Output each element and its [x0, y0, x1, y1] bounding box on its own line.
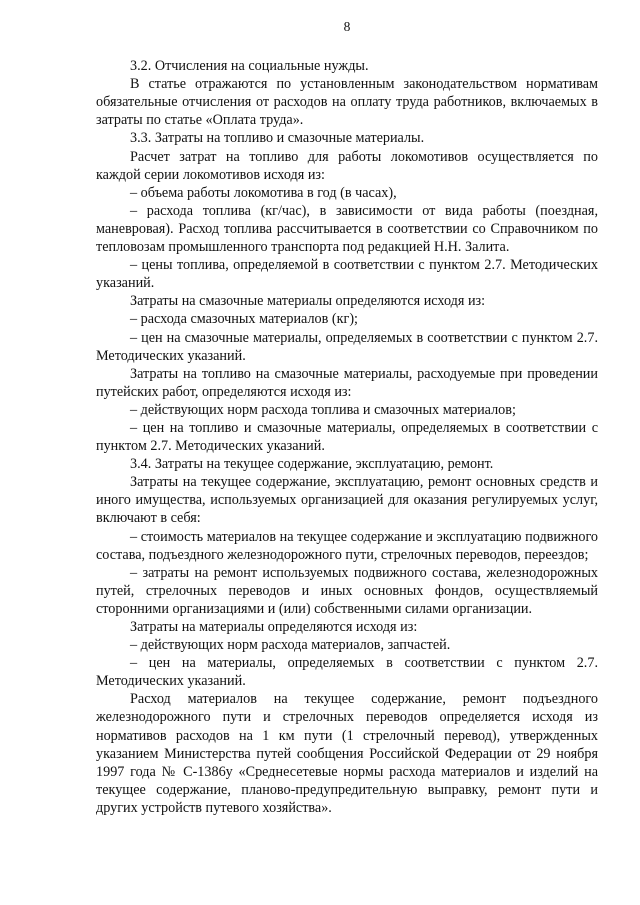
section-heading-3-3: 3.3. Затраты на топливо и смазочные материалы. — [130, 130, 425, 147]
list-item: – расхода смазочных материалов (кг); — [130, 311, 359, 328]
page-number: 8 — [343, 19, 351, 34]
list-item: – объема работы локомотива в год (в часах), — [130, 184, 397, 201]
paragraph: Затраты на топливо на смазочные материалы, расходуемые при проведении путейских работ, определяются исходя из: — [96, 365, 598, 400]
list-item: – действующих норм расхода материалов, запчастей. — [130, 637, 451, 654]
paragraph: Затраты на текущее содержание, эксплуатацию, ремонт основных средств и иного имущества, используемых организацией для оказания регулируемых услуг, включают в себя: — [96, 474, 598, 527]
paragraph: Затраты на материалы определяются исходя из: — [130, 619, 418, 635]
list-item: – цены топлива, определяемой в соответствии с пунктом 2.7. Методических указаний. — [96, 257, 598, 292]
paragraph: Расход материалов на текущее содержание, ремонт подъездного железнодорожного пути и стрелочных переводов определяется исходя из нормативов расходов на 1 км пути (1 стрелочный перевод), утвержденных указанием Министерства путей сообщения Российской Федерации от 29 ноября 1997 года № С-1386у «Среднесетевые нормы расхода материалов и изделий на текущее содержание, планово-предупредительную выправку, ремонт пути и других устройств путевого хозяйства». — [96, 691, 598, 816]
document-body — [96, 57, 598, 817]
list-item: – цен на топливо и смазочные материалы, определяемых в соответствии с пунктом 2.7. Методических указаний. — [96, 419, 598, 455]
list-item: – стоимость материалов на текущее содержание и эксплуатацию подвижного состава, подъездного железнодорожного пути, стрелочных переводов, переездов; — [96, 528, 598, 563]
paragraph: Затраты на смазочные материалы определяются исходя из: — [130, 293, 486, 310]
list-item: – действующих норм расхода топлива и смазочных материалов; — [130, 401, 516, 418]
list-item: – расхода топлива (кг/час), в зависимости от вида работы (поездная, маневровая). Расход топлива рассчитывается в соответствии со Справочником по тепловозам промышленного транспорта под редакцией Н.Н. Залита. — [96, 202, 598, 256]
list-item: – цен на материалы, определяемых в соответствии с пунктом 2.7. Методических указаний. — [96, 655, 598, 690]
section-heading-3-4: 3.4. Затраты на текущее содержание, эксплуатацию, ремонт. — [130, 456, 494, 473]
list-item: – затраты на ремонт используемых подвижного состава, железнодорожных путей, стрелочных переводов и иных основных фондов, осуществляемый сторонними организациями и (или) собственными силами организации. — [96, 564, 598, 617]
paragraph: Расчет затрат на топливо для работы локомотивов осуществляется по каждой серии локомотивов исходя из: — [96, 148, 598, 183]
paragraph: В статье отражаются по установленным законодательством нормативам обязательные отчисления от расходов на оплату труда работников, включаемых в затраты по статье «Оплата труда». — [96, 76, 598, 129]
section-heading-3-2: 3.2. Отчисления на социальные нужды. — [130, 58, 369, 75]
list-item: – цен на смазочные материалы, определяемых в соответствии с пунктом 2.7. Методических указаний. — [96, 329, 598, 364]
